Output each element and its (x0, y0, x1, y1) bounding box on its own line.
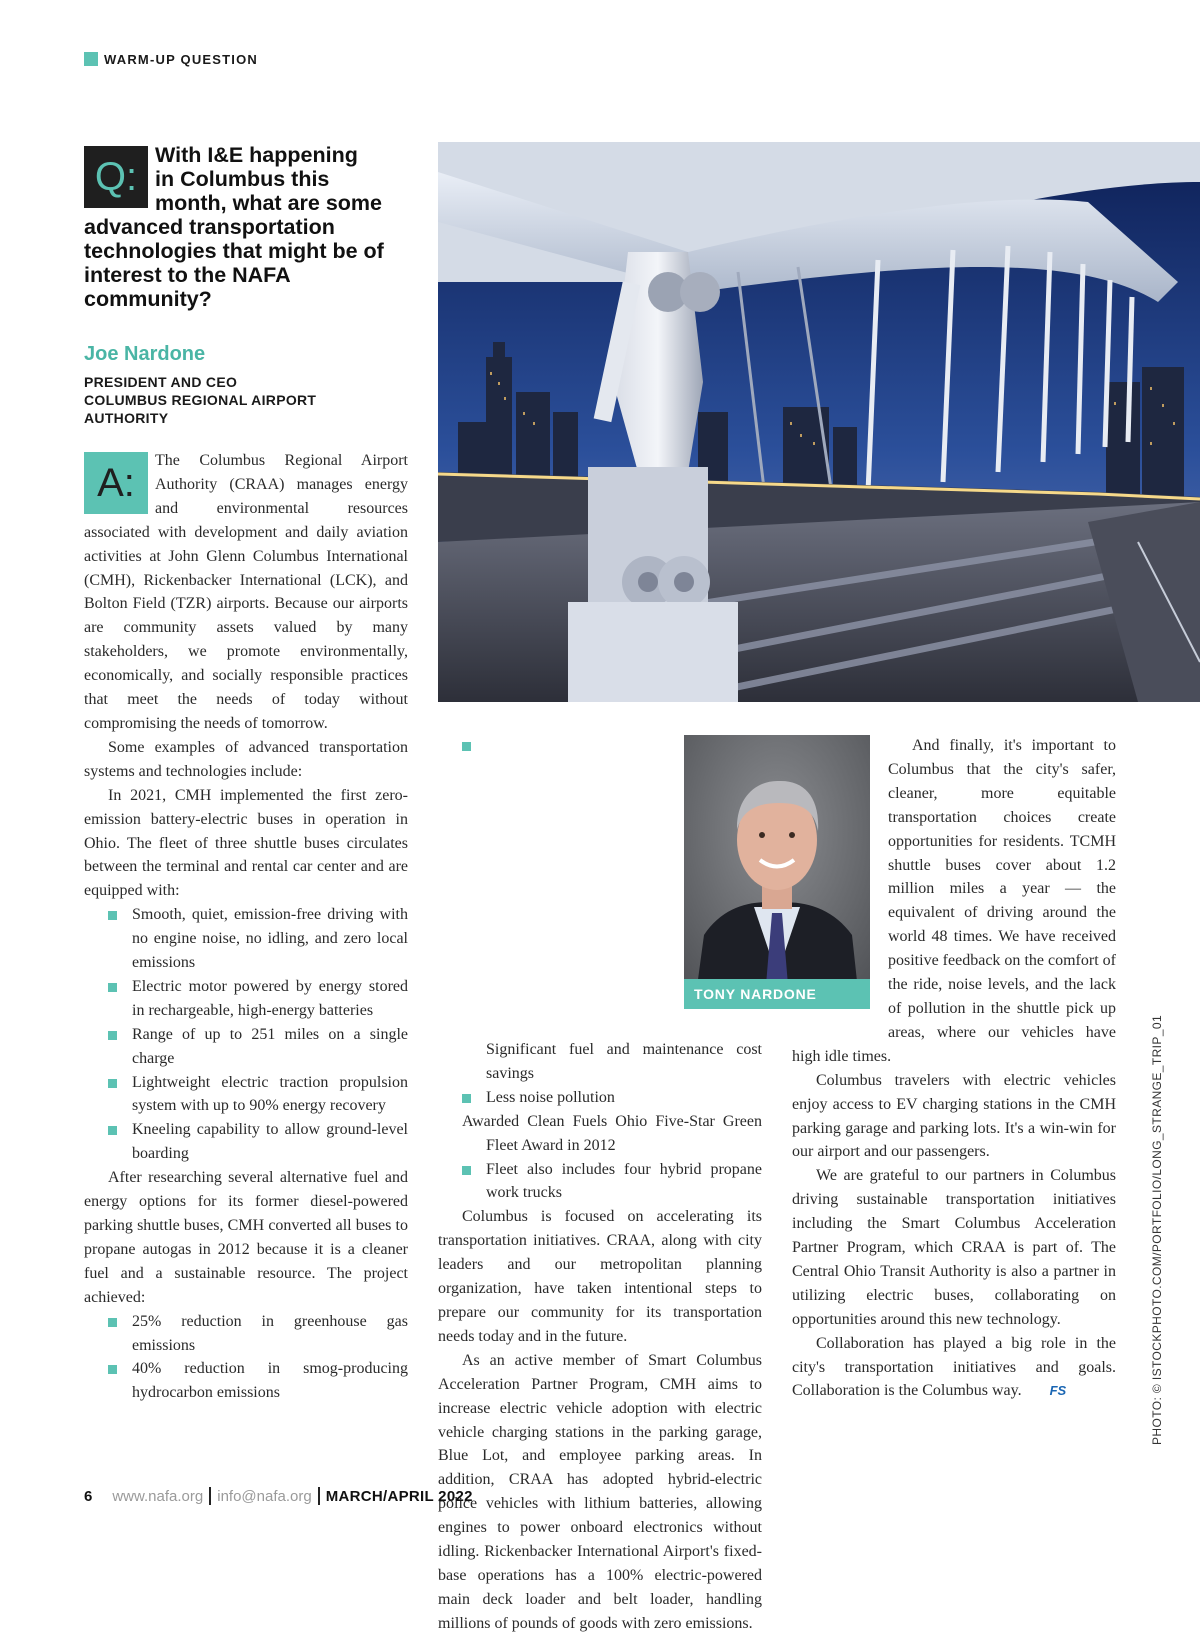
question-text (84, 143, 404, 311)
paragraph: We are grateful to our partners in Columbus driving sustainable transportation initiatives including the Smart Columbus Acceleration Partner Program, which CRAA is part of. The Central Ohio Transit Authority is also a partner in utilizing electric buses, collaborating on opportunities around this new technology. (792, 1167, 1116, 1328)
answer-marker: A: (84, 452, 148, 514)
question-rest: advanced transportation technologies that might be of interest to the NAFA community? (84, 215, 384, 311)
question-line-3: month, what are some (155, 191, 382, 215)
article-column-1 (84, 449, 408, 1405)
page-number: 6 (84, 1487, 93, 1505)
end-mark-icon: FS (1049, 1383, 1067, 1399)
list-item: Fleet also includes four hybrid propane work trucks (486, 1158, 762, 1206)
portrait-caption: TONY NARDONE (684, 979, 870, 1009)
paragraph: Columbus travelers with electric vehicles enjoy access to EV charging stations in the CMH parking garage and parking lots. It's a win-win for our airport and our passengers. (792, 1071, 1116, 1161)
section-label: WARM-UP QUESTION (104, 51, 259, 67)
paragraph: Some examples of advanced transportation systems and technologies include: (84, 738, 408, 780)
author-title-line: COLUMBUS REGIONAL AIRPORT (84, 392, 317, 408)
paragraph: The Columbus Regional Airport Authority (CRAA) manages energy and environmental resources associated with development and daily aviation activities at John Glenn Columbus International (CMH), Rickenbacker International (LCK), and Bolton Field (TZR) airports. Because our airports are community assets valued by many stakeholders, we promote environmentally, economically, and socially responsible practices that meet the needs of today without compromising the needs of tomorrow. (84, 452, 408, 732)
page-footer (84, 1486, 473, 1506)
paragraph: After researching several alternative fuel and energy options for its former diesel-powered parking shuttle buses, CMH converted all buses to propane autogas in 2012 because it is a cleaner fuel and a sustainable resource. The project achieved: (84, 1169, 408, 1306)
section-square-icon (84, 52, 98, 66)
paragraph (792, 1332, 1116, 1404)
author-title-line: PRESIDENT AND CEO (84, 374, 238, 390)
question-line-2: in Columbus this (155, 167, 330, 191)
list-item: Kneeling capability to allow ground-level boarding (132, 1118, 408, 1166)
author-name: Joe Nardone (84, 343, 206, 365)
section-tag (84, 52, 258, 66)
list-item: Awarded Clean Fuels Ohio Five-Star Green Fleet Award in 2012 (462, 1112, 762, 1154)
footer-divider (209, 1487, 211, 1505)
bullet-list (438, 1158, 762, 1206)
list-item: Electric motor powered by energy stored in rechargeable, high-energy batteries (132, 975, 408, 1023)
paragraph: And finally, it's important to Columbus that the city's safer, cleaner, more equitable transportation choices create opportunities for residents. TCMH shuttle buses cover about 1.2 million miles a year — the equivalent of driving around the world 48 times. We have received positive feedback on the comfort of the ride, noise levels, and the lack of pollution in the shuttle pick up areas, where our vehicles have high idle times. (792, 737, 1116, 1065)
photo-credit: PHOTO: © ISTOCKPHOTO.COM/PORTFOLIO/LONG_STRANGE_TRIP_01 (1150, 1014, 1164, 1445)
paragraph: Columbus is focused on accelerating its transportation initiatives. CRAA, along with city leaders and our metropolitan planning organization, have taken intentional steps to prepare our community for its transportation needs today and in the future. (438, 1208, 762, 1345)
list-item: Range of up to 251 miles on a single charge (132, 1023, 408, 1071)
bridge-photo (438, 142, 1200, 702)
paragraph: In 2021, CMH implemented the first zero-emission battery-electric buses in operation in Ohio. The fleet of three shuttle buses circulates between the terminal and rental car center and are equipped with: (84, 786, 408, 900)
list-item: 25% reduction in greenhouse gas emissions (132, 1310, 408, 1358)
question-line-1: With I&E happening (155, 143, 358, 167)
question-marker: Q: (84, 146, 148, 208)
list-item: Less noise pollution (486, 1086, 762, 1110)
article-column-3 (792, 734, 1116, 1403)
list-item: 40% reduction in smog-producing hydrocarbon emissions (132, 1357, 408, 1405)
paragraph: As an active member of Smart Columbus Acceleration Partner Program, CMH aims to increase electric vehicle adoption with electric vehicle charging stations in the parking garage, Blue Lot, and employee parking areas. In addition, CRAA has adopted hybrid-electric police vehicles with lithium batteries, allowing engines to power onboard electronics without idling. Rickenbacker International Airport's fixed-base operations has a 100% electric-powered main deck loader and belt loader, handling millions of pounds of goods with zero emissions. (438, 1351, 762, 1632)
paragraph-text: Collaboration has played a big role in the city's transportation initiatives and goals. Collaboration is the Columbus way. (792, 1334, 1116, 1400)
list-item: Lightweight electric traction propulsion system with up to 90% energy recovery (132, 1071, 408, 1119)
author-title-line: AUTHORITY (84, 410, 169, 426)
footer-divider (318, 1487, 320, 1505)
author-title (84, 373, 404, 427)
bullet-list (84, 1310, 408, 1406)
issue-date: MARCH/APRIL 2022 (325, 1487, 473, 1505)
footer-website-link[interactable]: www.nafa.org (112, 1487, 204, 1505)
list-item: Significant fuel and maintenance cost savings (486, 734, 762, 1086)
list-item: Smooth, quiet, emission-free driving with no engine noise, no idling, and zero local emissions (132, 903, 408, 975)
bullet-list (84, 903, 408, 1166)
footer-email-link[interactable]: info@nafa.org (217, 1487, 312, 1505)
